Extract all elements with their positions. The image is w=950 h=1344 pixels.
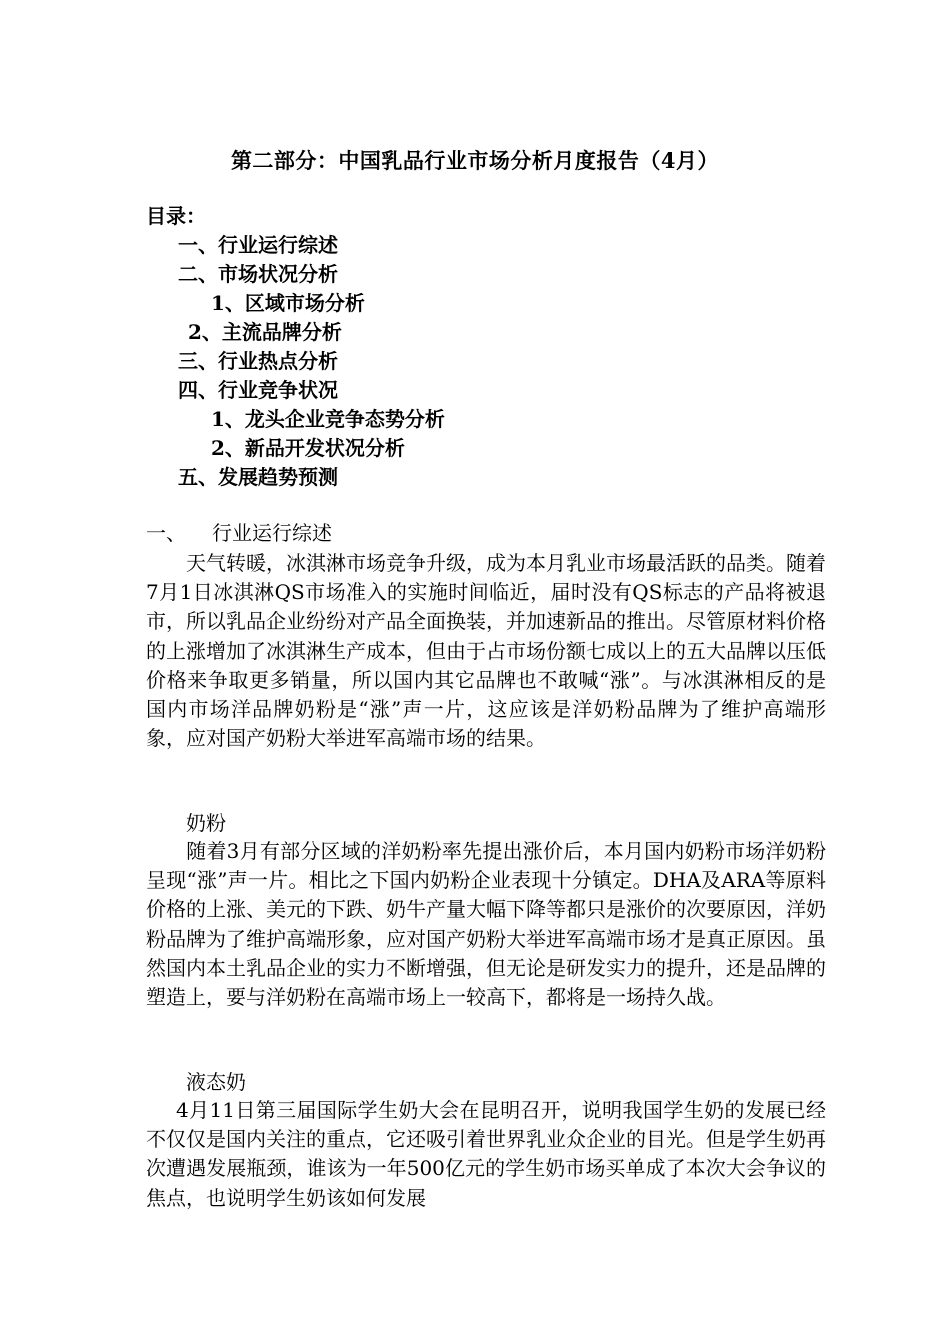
- liquid-milk-paragraph: [146, 1096, 826, 1213]
- section-heading: [146, 519, 332, 547]
- milk-powder-paragraph: [146, 837, 826, 1012]
- milk-powder-heading: 奶粉: [186, 811, 226, 835]
- section-number: 一、: [146, 521, 186, 545]
- section-title: 行业运行综述: [212, 521, 332, 545]
- toc-item: 1、龙头企业竞争态势分析: [211, 407, 445, 431]
- toc-item: 1、区域市场分析: [211, 291, 365, 315]
- toc-item: 2、主流品牌分析: [188, 320, 342, 344]
- liquid-milk-text: 4月11日第三届国际学生奶大会在昆明召开，说明我国学生奶的发展已经不仅仅是国内关注的重点，它还吸引着世界乳业众企业的目光。但是学生奶再次遭遇发展瓶颈，谁该为一年500亿元的学生奶市场买单成了本次大会争议的焦点，也说明学生奶该如何发展: [146, 1098, 826, 1210]
- toc-item: 2、新品开发状况分析: [211, 436, 405, 460]
- toc-heading: 目录：: [146, 204, 206, 228]
- intro-text: 天气转暖，冰淇淋市场竞争升级，成为本月乳业市场最活跃的品类。随着7月1日冰淇淋QS市场准入的实施时间临近，届时没有QS标志的产品将被退市，所以乳品企业纷纷对产品全面换装，并加速新品的推出。尽管原材料价格的上涨增加了冰淇淋生产成本，但由于占市场份额七成以上的五大品牌以压低价格来争取更多销量，所以国内其它品牌也不敢喊“涨”。与冰淇淋相反的是国内市场洋品牌奶粉是“涨”声一片，这应该是洋奶粉品牌为了维护高端形象，应对国产奶粉大举进军高端市场的结果。: [146, 551, 826, 751]
- milk-powder-text: 随着3月有部分区域的洋奶粉率先提出涨价后，本月国内奶粉市场洋奶粉呈现“涨”声一片。相比之下国内奶粉企业表现十分镇定。DHA及ARA等原料价格的上涨、美元的下跌、奶牛产量大幅下降等都只是涨价的次要原因，洋奶粉品牌为了维护高端形象，应对国产奶粉大举进军高端市场才是真正原因。虽然国内本土乳品企业的实力不断增强，但无论是研发实力的提升，还是品牌的塑造上，要与洋奶粉在高端市场上一较高下，都将是一场持久战。: [146, 839, 826, 1010]
- toc-item: 五、发展趋势预测: [178, 465, 338, 489]
- toc-item: 一、行业运行综述: [178, 233, 338, 257]
- toc-item: 二、市场状况分析: [178, 262, 338, 286]
- table-of-contents: [0, 231, 445, 492]
- liquid-milk-heading: 液态奶: [186, 1070, 246, 1094]
- toc-item: 四、行业竞争状况: [178, 378, 338, 402]
- toc-item: 三、行业热点分析: [178, 349, 338, 373]
- page-title: 第二部分：中国乳品行业市场分析月度报告（4月）: [230, 148, 720, 173]
- intro-paragraph: [146, 549, 826, 753]
